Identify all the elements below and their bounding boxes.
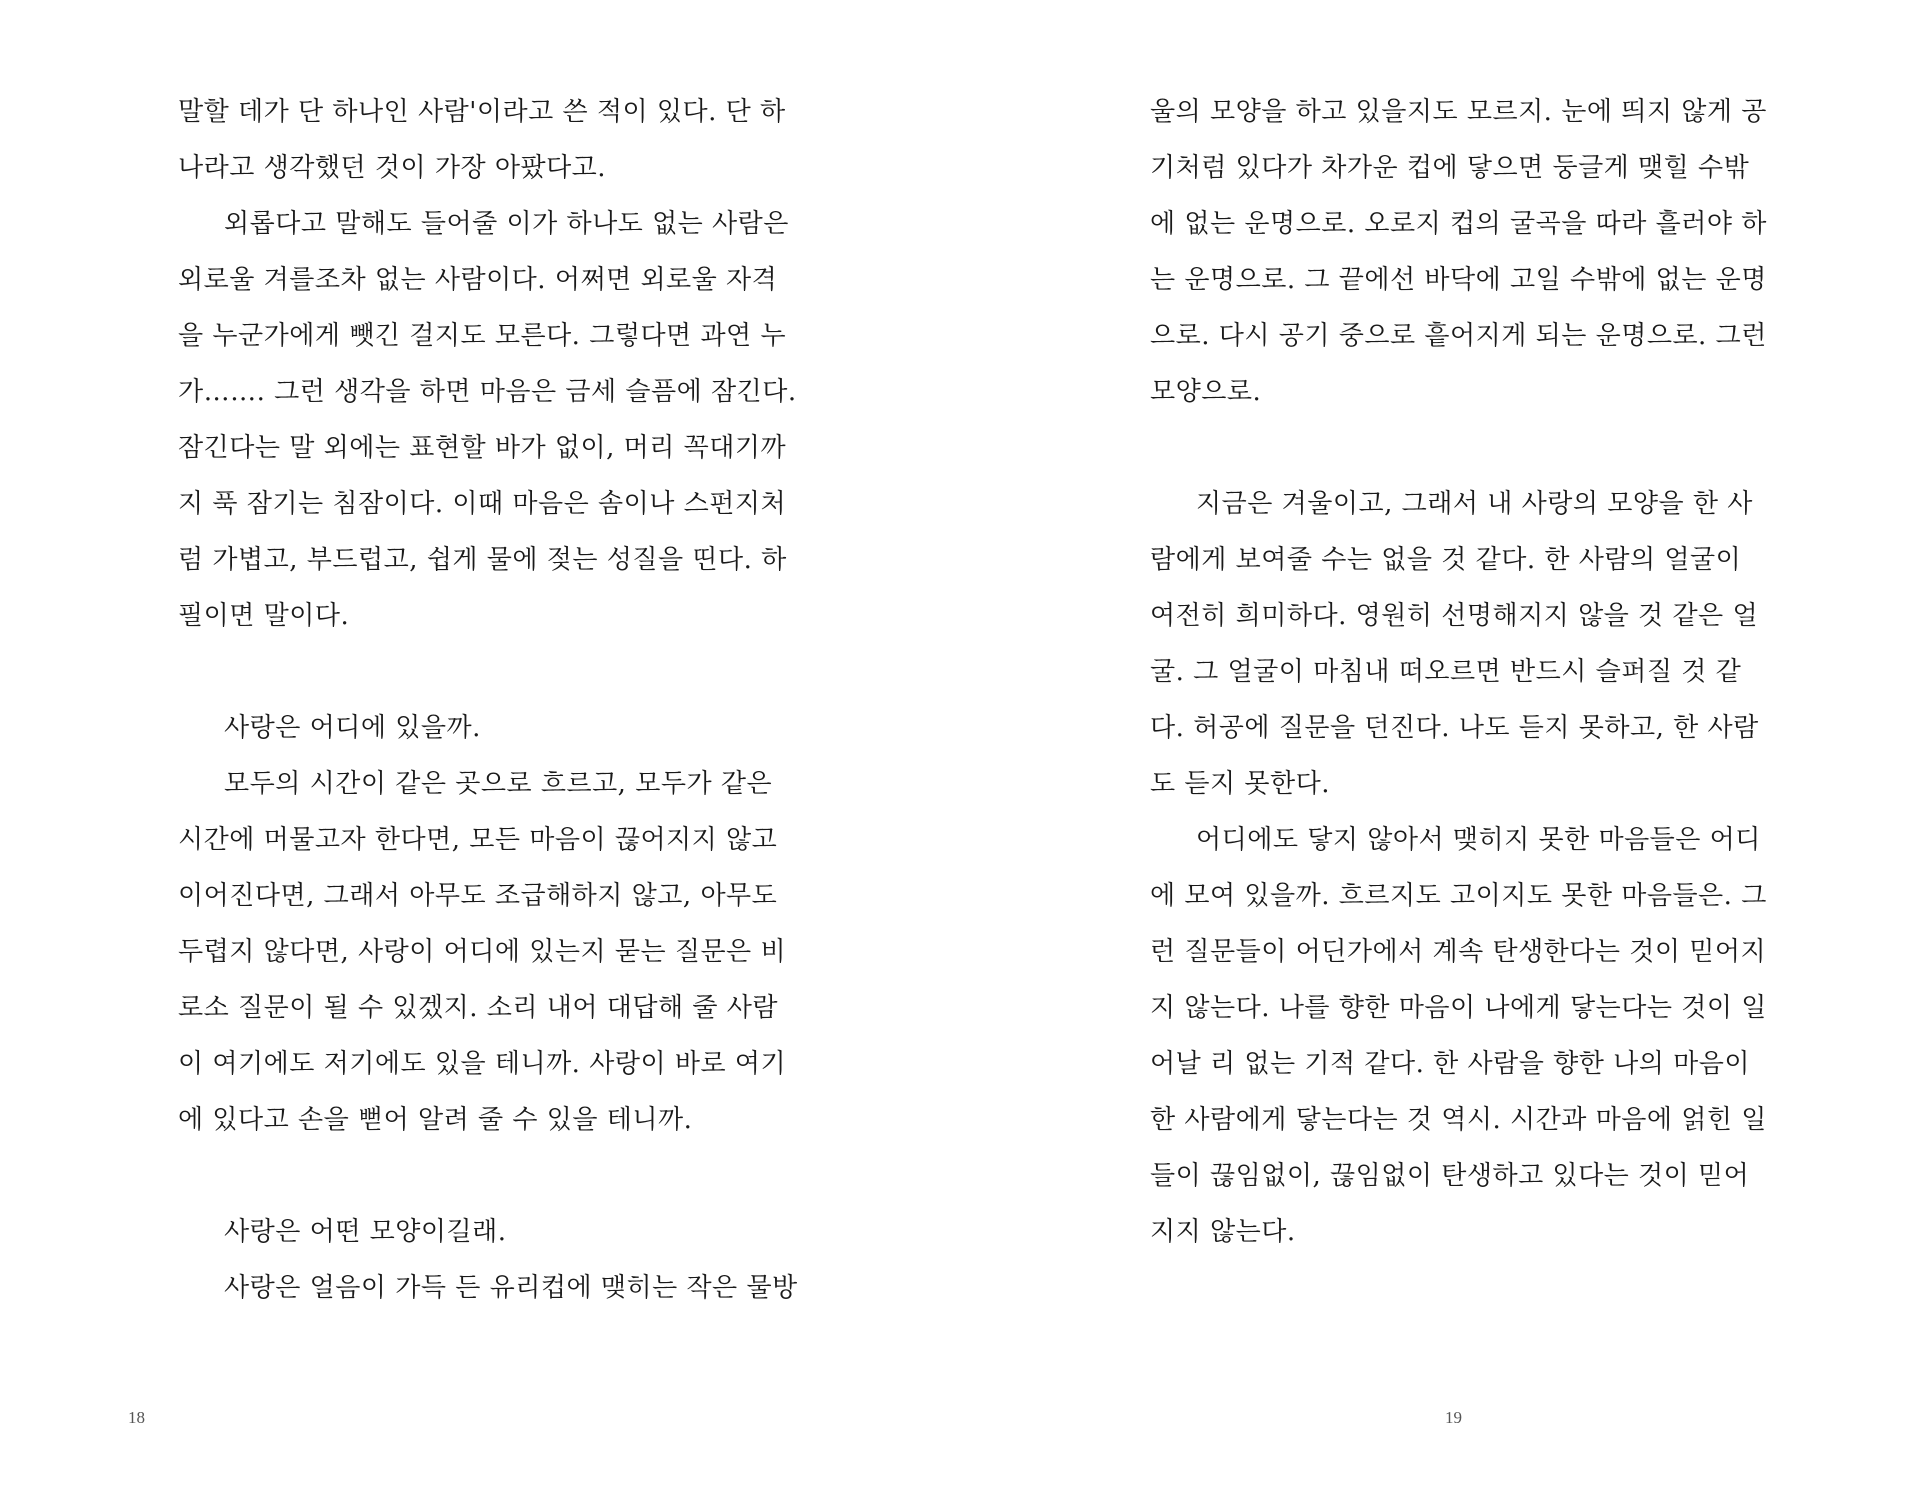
text-line: 사랑은 얼음이 가득 든 유리컵에 맺히는 작은 물방: [224, 1273, 798, 1303]
text-line: 럼 가볍고, 부드럽고, 쉽게 물에 젖는 성질을 띤다. 하: [178, 545, 787, 575]
text-line: 울의 모양을 하고 있을지도 모르지. 눈에 띄지 않게 공: [1150, 97, 1767, 127]
text-line: 어디에도 닿지 않아서 맺히지 못한 마음들은 어디: [1196, 825, 1761, 855]
text-line: 사랑은 어떤 모양이길래.: [224, 1217, 507, 1247]
text-line: 가……. 그런 생각을 하면 마음은 금세 슬픔에 잠긴다.: [178, 377, 797, 407]
text-line: 에 없는 운명으로. 오로지 컵의 굴곡을 따라 흘러야 하: [1150, 209, 1767, 239]
text-line: 나라고 생각했던 것이 가장 아팠다고.: [178, 153, 607, 183]
text-line: 이어진다면, 그래서 아무도 조급해하지 않고, 아무도: [178, 881, 778, 911]
text-line: 사랑은 어디에 있을까.: [224, 713, 481, 743]
text-line: 다. 허공에 질문을 던진다. 나도 듣지 못하고, 한 사람: [1150, 713, 1759, 743]
text-line: 는 운명으로. 그 끝에선 바닥에 고일 수밖에 없는 운명: [1150, 265, 1767, 295]
right-page: [960, 0, 1920, 1494]
text-line: 으로. 다시 공기 중으로 흩어지게 되는 운명으로. 그런: [1150, 321, 1767, 351]
text-line: 이 여기에도 저기에도 있을 테니까. 사랑이 바로 여기: [178, 1049, 787, 1079]
text-line: 에 모여 있을까. 흐르지도 고이지도 못한 마음들은. 그: [1150, 881, 1767, 911]
paragraph-gap: [1150, 420, 1770, 476]
text-line: 시간에 머물고자 한다면, 모든 마음이 끊어지지 않고: [178, 825, 778, 855]
text-line: 지지 않는다.: [1150, 1217, 1296, 1247]
text-line: 굴. 그 얼굴이 마침내 떠오르면 반드시 슬퍼질 것 같: [1150, 657, 1742, 687]
text-line: 외로울 겨를조차 없는 사람이다. 어쩌면 외로울 자격: [178, 265, 778, 295]
text-line: 외롭다고 말해도 들어줄 이가 하나도 없는 사람은: [224, 209, 789, 239]
text-line: 말할 데가 단 하나인 사람'이라고 쓴 적이 있다. 단 하: [178, 97, 786, 127]
text-line: 한 사람에게 닿는다는 것 역시. 시간과 마음에 얽힌 일: [1150, 1105, 1767, 1135]
text-line: 필이면 말이다.: [178, 601, 350, 631]
text-line: 지 푹 잠기는 침잠이다. 이때 마음은 솜이나 스펀지처: [178, 489, 787, 519]
paragraph-gap: [178, 1148, 798, 1204]
text-line: 람에게 보여줄 수는 없을 것 같다. 한 사람의 얼굴이: [1150, 545, 1742, 575]
text-line: 에 있다고 손을 뻗어 알려 줄 수 있을 테니까.: [178, 1105, 693, 1135]
text-line: 모두의 시간이 같은 곳으로 흐르고, 모두가 같은: [224, 769, 773, 799]
text-line: 지 않는다. 나를 향한 마음이 나에게 닿는다는 것이 일: [1150, 993, 1767, 1023]
page-number: 18: [128, 1408, 145, 1427]
text-line: 런 질문들이 어딘가에서 계속 탄생한다는 것이 믿어지: [1150, 937, 1767, 967]
text-line: 모양으로.: [1150, 377, 1262, 407]
text-line: 기처럼 있다가 차가운 컵에 닿으면 둥글게 맺힐 수밖: [1150, 153, 1750, 183]
left-page-text: [178, 84, 798, 1316]
text-line: 잠긴다는 말 외에는 표현할 바가 없이, 머리 꼭대기까: [178, 433, 787, 463]
paragraph-gap: [178, 644, 798, 700]
text-line: 어날 리 없는 기적 같다. 한 사람을 향한 나의 마음이: [1150, 1049, 1750, 1079]
text-line: 지금은 겨울이고, 그래서 내 사랑의 모양을 한 사: [1196, 489, 1753, 519]
page-number: 19: [1445, 1408, 1462, 1427]
text-line: 여전히 희미하다. 영원히 선명해지지 않을 것 같은 얼: [1150, 601, 1759, 631]
text-line: 두렵지 않다면, 사랑이 어디에 있는지 묻는 질문은 비: [178, 937, 787, 967]
text-line: 을 누군가에게 뺏긴 걸지도 모른다. 그렇다면 과연 누: [178, 321, 787, 351]
text-line: 들이 끊임없이, 끊임없이 탄생하고 있다는 것이 믿어: [1150, 1161, 1750, 1191]
text-line: 도 듣지 못한다.: [1150, 769, 1330, 799]
text-line: 로소 질문이 될 수 있겠지. 소리 내어 대답해 줄 사람: [178, 993, 778, 1023]
right-page-text: [1150, 84, 1770, 1260]
